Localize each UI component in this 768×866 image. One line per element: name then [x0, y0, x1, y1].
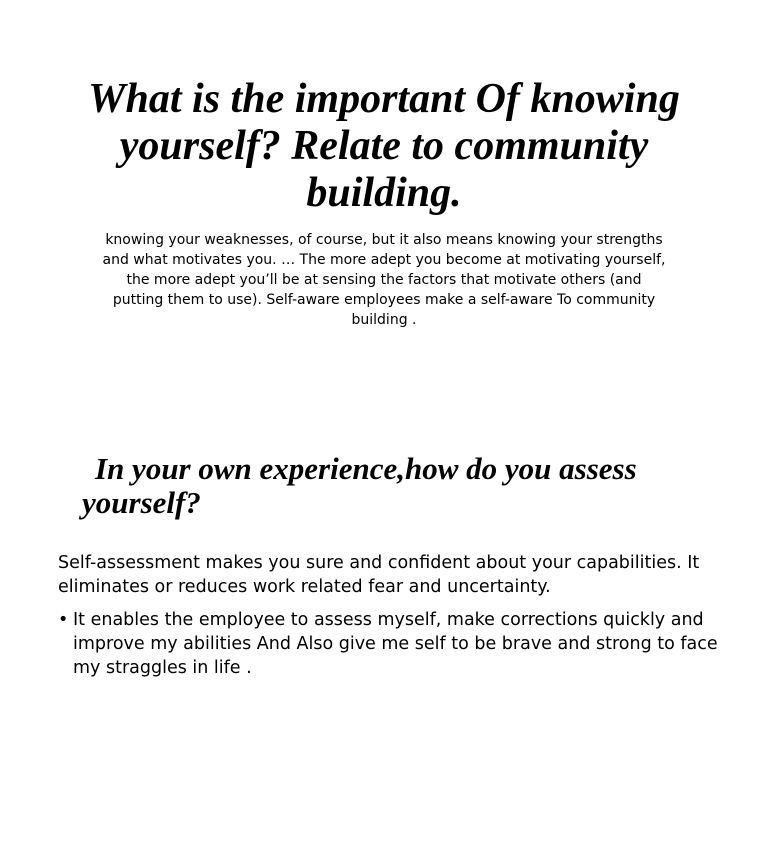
bullet-icon: • — [58, 610, 69, 630]
heading-self-assessment-block — [82, 452, 732, 520]
paragraph-knowing-yourself: knowing your weaknesses, of course, but it also means knowing your strengths and what motivates you. … The more adept you become at motivating yourself, the more adept you’ll be at sensing the factors that motivate others (and putting them to use). Self-aware employees make a self-aware To community building . — [102, 232, 666, 328]
heading-self-assessment: In your own experience,how do you assess yourself? — [82, 451, 637, 520]
bullet-text: It enables the employee to assess myself, make corrections quickly and improve my abilities And Also give me self to be brave and strong to face my straggles in life . — [73, 610, 718, 678]
bullet-list — [58, 608, 722, 680]
paragraph-self-assessment: Self-assessment makes you sure and confident about your capabilities. It eliminates or reduces work related fear and uncertainty. — [58, 553, 700, 597]
heading-knowing-yourself: What is the important Of knowing yourself? Relate to community building. — [88, 76, 680, 216]
bullet-item — [58, 608, 722, 680]
